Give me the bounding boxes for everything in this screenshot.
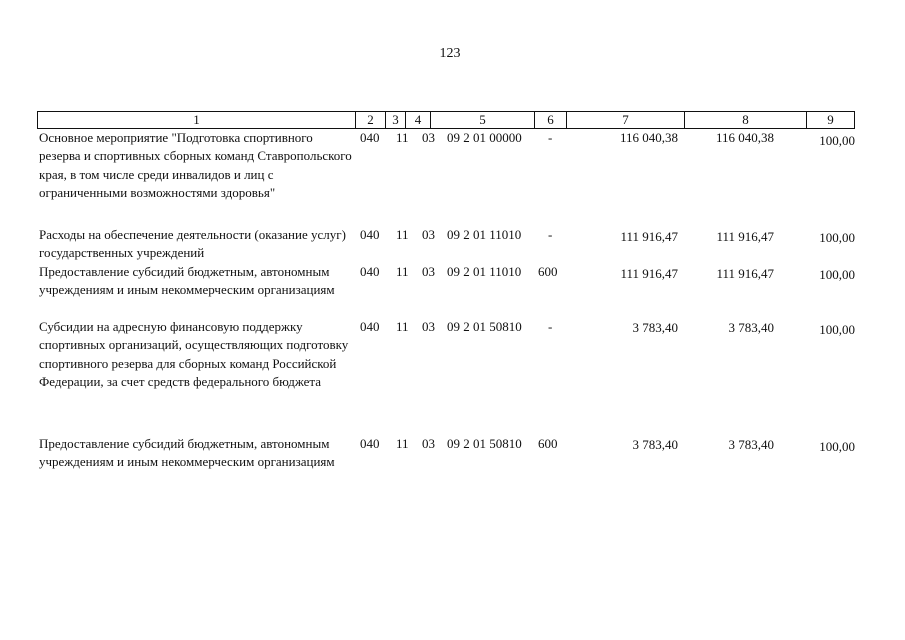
row-vr: 600 — [538, 436, 558, 451]
row-rz: 11 — [396, 319, 409, 334]
row-fact: 3 783,40 — [728, 320, 774, 335]
row-name: Расходы на обеспечение деятельности (оказание услуг) государственных учреждений — [39, 227, 346, 261]
row-cs: 09 2 01 00000 — [447, 130, 522, 145]
row-gr: 040 — [360, 319, 380, 334]
row-name: Субсидии на адресную финансовую поддержку спортивных организаций, осуществляющих подготовку спортивного резерва для сборных команд Российской Федерации, за счет средств федерального бюджета — [39, 319, 349, 389]
row-pr: 03 — [422, 227, 435, 242]
row-name: Основное мероприятие "Подготовка спортивного резерва и спортивных сборных команд Ставропольского края, в том числе среди инвалидов и лиц с ограниченными возможностями здоровья" — [39, 130, 352, 200]
header-col-2: 2 — [355, 112, 385, 128]
row-vr: - — [548, 130, 553, 145]
row-plan: 116 040,38 — [619, 130, 678, 145]
row-plan: 3 783,40 — [632, 437, 678, 452]
header-col-5: 5 — [430, 112, 534, 128]
row-gr: 040 — [360, 436, 380, 451]
row-pct: 100,00 — [819, 322, 855, 337]
row-pr: 03 — [422, 319, 435, 334]
header-col-9: 9 — [806, 112, 855, 128]
header-col-1: 1 — [37, 112, 355, 128]
row-plan: 3 783,40 — [632, 320, 678, 335]
header-col-6: 6 — [534, 112, 566, 128]
row-fact: 116 040,38 — [715, 130, 774, 145]
row-plan: 111 916,47 — [620, 229, 678, 244]
row-rz: 11 — [396, 130, 409, 145]
header-col-3: 3 — [385, 112, 405, 128]
row-gr: 040 — [360, 227, 380, 242]
row-plan: 111 916,47 — [620, 266, 678, 281]
row-pr: 03 — [422, 436, 435, 451]
row-cs: 09 2 01 50810 — [447, 319, 522, 334]
row-cs: 09 2 01 11010 — [447, 264, 522, 279]
row-gr: 040 — [360, 130, 380, 145]
row-vr: - — [548, 227, 553, 242]
row-pct: 100,00 — [819, 133, 855, 148]
row-rz: 11 — [396, 264, 409, 279]
row-rz: 11 — [396, 436, 409, 451]
row-cs: 09 2 01 11010 — [447, 227, 522, 242]
row-name: Предоставление субсидий бюджетным, автономным учреждениям и иным некоммерческим организациям — [39, 264, 335, 298]
row-name: Предоставление субсидий бюджетным, автономным учреждениям и иным некоммерческим организациям — [39, 436, 335, 470]
row-cs: 09 2 01 50810 — [447, 436, 522, 451]
header-col-8: 8 — [684, 112, 806, 128]
table-header — [37, 111, 855, 129]
row-vr: 600 — [538, 264, 558, 279]
header-col-7: 7 — [566, 112, 684, 128]
header-col-4: 4 — [405, 112, 430, 128]
row-pct: 100,00 — [819, 439, 855, 454]
row-fact: 111 916,47 — [716, 229, 774, 244]
row-fact: 3 783,40 — [728, 437, 774, 452]
row-fact: 111 916,47 — [716, 266, 774, 281]
row-pr: 03 — [422, 130, 435, 145]
row-rz: 11 — [396, 227, 409, 242]
row-vr: - — [548, 319, 553, 334]
row-pct: 100,00 — [819, 230, 855, 245]
page-number: 123 — [439, 46, 461, 61]
row-pr: 03 — [422, 264, 435, 279]
row-gr: 040 — [360, 264, 380, 279]
row-pct: 100,00 — [819, 267, 855, 282]
